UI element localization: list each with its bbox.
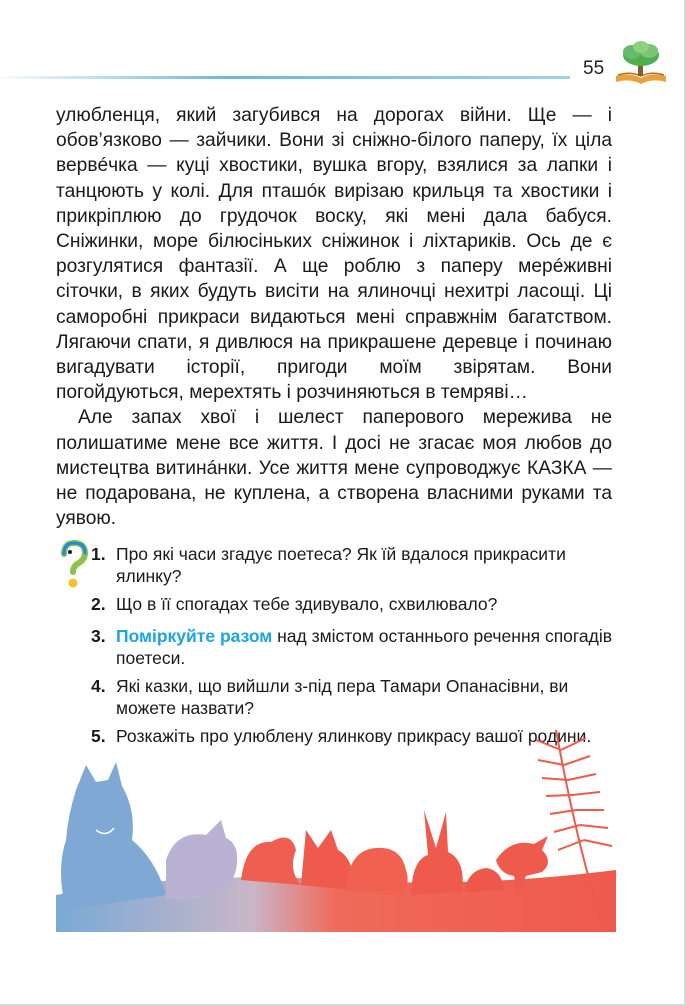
question-item <box>57 675 617 719</box>
question-number: 5. <box>91 726 106 746</box>
squirrel-silhouette <box>241 838 301 886</box>
book-tree-icon <box>612 40 670 86</box>
paragraph-1: улюбленця, який загубився на дорогах війни. Ще — і обов’язково — зайчики. Вони зі сніжно-білого паперу, їх ціла вервéчка — куці хвостики, вушка вгору, взялися за лапки і танцюють у колі. Для пташóк вирізаю крильця та хвостики і прикріплюю до грудочок воску, які мені дала бабуся. Сніжинки, море білюсіньких сніжинок і ліхтариків. Ось де є розгулятися фантазії. А ще роблю з паперу мерéживні сіточки, в яких будуть висіти на ялиночці нехитрі ласощі. Ці саморобні прикраси видаються мені справжнім багатством. Лягаючи спати, я дивлюся на прикрашене деревце і починаю вигадувати історії, пригоди моїм звірятам. Вони погойдуються, мерехтять і розчиняються в темряві… <box>56 105 612 404</box>
question-number: 4. <box>91 676 106 696</box>
paper-cut-animals-illustration <box>56 720 616 932</box>
question-item <box>57 625 617 669</box>
question-text: над змістом останнього речення спогадів поетеси. <box>116 626 613 668</box>
question-item <box>57 593 617 615</box>
hare-silhouette <box>411 810 463 895</box>
bear-silhouette <box>346 848 408 895</box>
cat-silhouette <box>61 762 166 910</box>
question-text: Про які часи згадує поетеса? Як їй вдалося прикрасити ялинку? <box>116 544 566 586</box>
question-text: Які казки, що вийшли з-під пера Тамари Опанасівни, ви можете назвати? <box>116 676 569 718</box>
story-text <box>56 103 612 531</box>
page-number: 55 <box>583 58 605 79</box>
paragraph-2: Але запах хвої і шелест паперового мережива не полишатиме мене все життя. І досі не згасає моя любов до мистецтва витинáнки. Усе життя мене супроводжує КАЗКА — не подарована, не куплена, а створена власними руками та уявою. <box>56 407 612 530</box>
question-text: Розкажіть про улюблену ялинкову прикрасу вашої родини. <box>116 726 592 746</box>
question-item <box>57 543 617 587</box>
question-text: Що в її спогадах тебе здивувало, схвилювало? <box>116 594 498 614</box>
hedgehog-silhouette <box>464 868 504 892</box>
fox-silhouette <box>301 830 353 890</box>
question-number: 2. <box>91 594 106 614</box>
question-number: 3. <box>91 626 106 646</box>
question-number: 1. <box>91 544 106 564</box>
header-rule <box>0 76 570 79</box>
question-accent: Поміркуйте разом <box>116 626 273 646</box>
